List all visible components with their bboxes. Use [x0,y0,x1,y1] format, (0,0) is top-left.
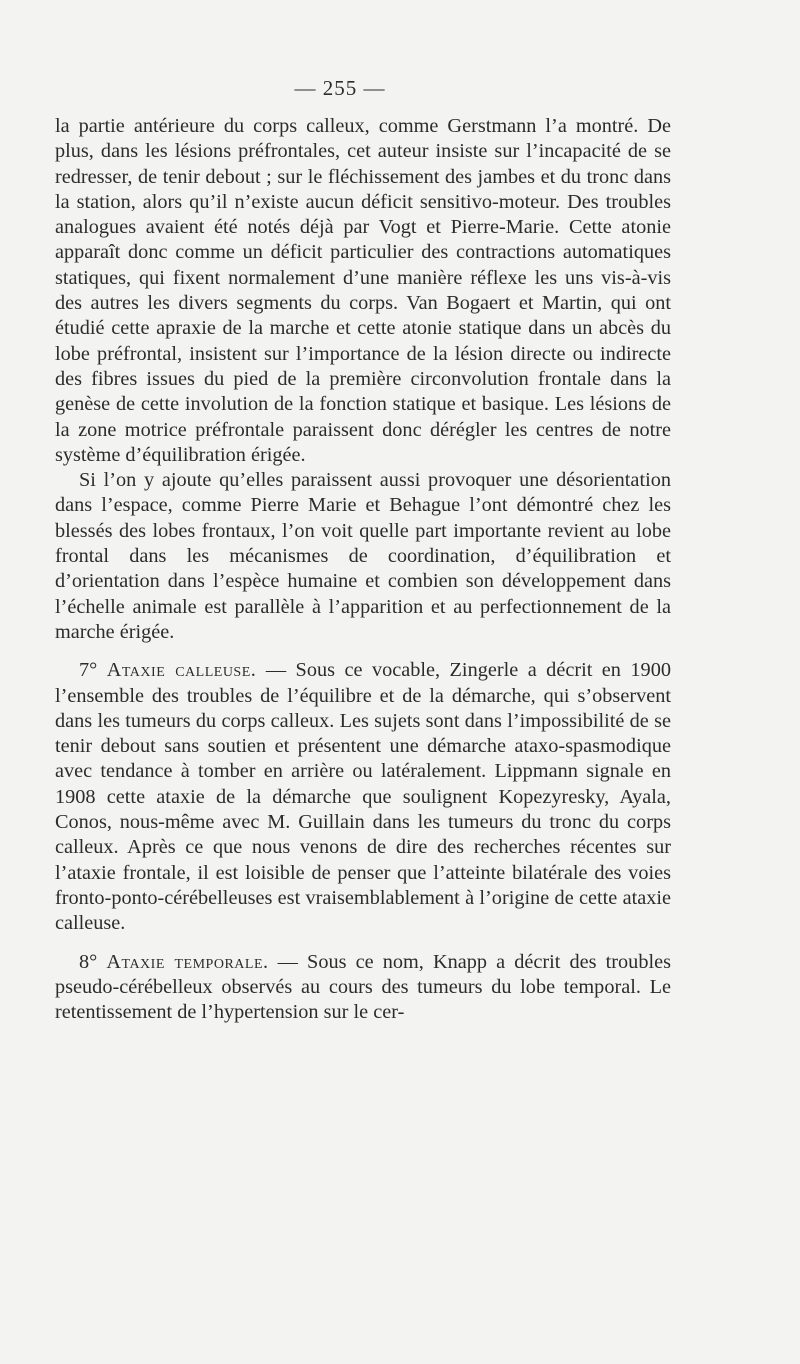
section-heading: Ataxie temporale. [106,950,269,973]
section-ataxie-calleuse [55,658,671,936]
page-number: — 255 — [294,76,386,100]
section-ataxie-temporale [55,950,671,1026]
paragraph-continuation: la partie antérieure du corps calleux, comme Gerstmann l’a montré. De plus, dans les lésions préfrontales, cet auteur insiste sur l’incapacité de se redresser, de tenir debout ; sur le fléchissement des jambes et du tronc dans la station, alors qu’il n’existe aucun déficit sensitivo-moteur. Des troubles analogues avaient été notés déjà par Vogt et Pierre-Marie. Cette atonie apparaît donc comme un déficit particulier des contractions automatiques statiques, qui fixent normalement d’une manière réflexe les uns vis-à-vis des autres les divers segments du corps. Van Bogaert et Martin, qui ont étudié cette apraxie de la marche et cette atonie statique dans un abcès du lobe préfrontal, insistent sur l’importance de la lésion directe ou indirecte des fibres issues du pied de la première circonvolution frontale dans la genèse de cette involution de la fonction statique et basique. Les lésions de la zone motrice préfrontale paraissent donc dérégler les centres de notre système d’équilibration érigée. [55,115,671,466]
section-text: — Sous ce nom, Knapp a décrit des troubles pseudo-cérébelleux observés au cours des tumeurs du lobe temporal. Le retentissement de l’hypertension sur le cer- [55,950,671,1024]
section-number: 8° [79,950,98,973]
section-number: 7° [79,659,98,682]
paragraph-orientation: Si l’on y ajoute qu’elles paraissent aussi provoquer une désorientation dans l’espace, comme Pierre Marie et Behague l’ont démontré chez les blessés des lobes frontaux, l’on voit quelle part importante revient au lobe frontal dans les mécanismes de coordination, d’équilibration et d’orientation dans l’espèce humaine et combien son développement dans l’échelle animale est parallèle à l’apparition et au perfectionnement de la marche érigée. [55,469,671,643]
body-text [55,114,671,1025]
section-text: — Sous ce vocable, Zingerle a décrit en 1900 l’ensemble des troubles de l’équilibre et de la démarche, qui s’observent dans les tumeurs du corps calleux. Les sujets sont dans l’impossibilité de se tenir debout sans soutien et présentent une démarche ataxo-spasmodique avec tendance à tomber en arrière ou latéralement. Lippmann signale en 1908 cette ataxie de la démarche que soulignent Kopezyresky, Ayala, Conos, nous-même avec M. Guillain dans les tumeurs du tronc du corps calleux. Après ce que nous venons de dire des recherches récentes sur l’ataxie frontale, il est loisible de penser que l’atteinte bilatérale des voies fronto-ponto-cérébelleuses est vraisemblablement à l’origine de cette ataxie calleuse. [55,659,671,935]
section-heading: Ataxie calleuse. [106,659,257,682]
